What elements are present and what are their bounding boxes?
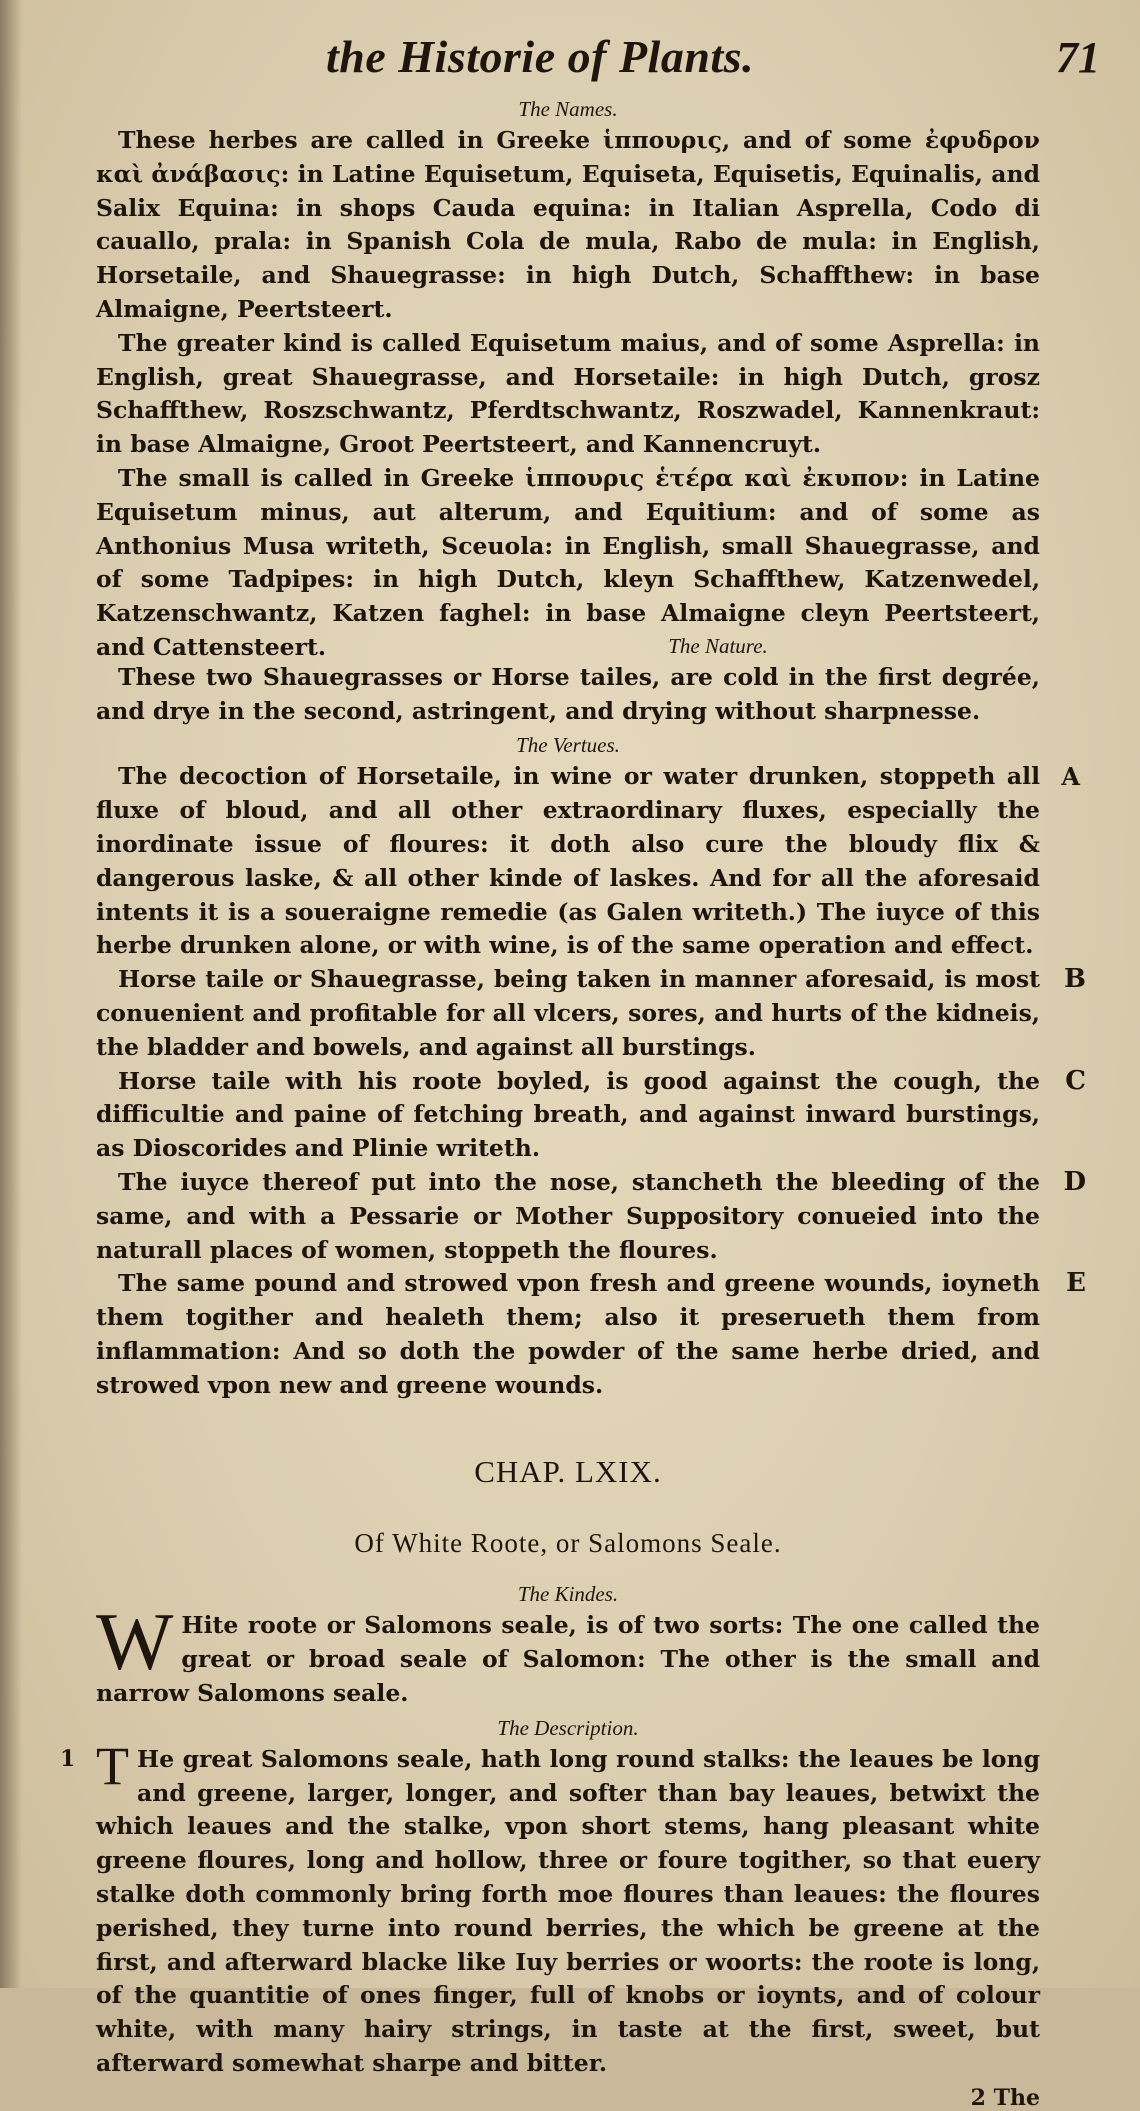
drop-cap-w: W — [96, 1596, 174, 1688]
vertues-paragraph-5-text: The same pound and strowed vpon fresh and greene wounds, ioyneth them togither and healeth them; also it preserueth them from inflammation: And so doth the powder of the same herbe dried, and strowed vpon new and greene wounds. — [96, 1269, 1040, 1399]
vertues-paragraph-2 — [96, 963, 1086, 1064]
margin-letter-a: A — [1061, 762, 1080, 792]
names-paragraph-2: The greater kind is called Equisetum maius, and of some Asprella: in English, great Shauegrasse, and Horsetaile: in high Dutch, grosz Schaffthew, Roszschwantz, Pferdtschwantz, Roszwadel, Kannenkraut: in base Almaigne, Groot Peertsteert, and Kannencruyt. — [96, 328, 1040, 459]
vertues-paragraph-4 — [96, 1166, 1086, 1267]
page-header — [96, 30, 1100, 92]
drop-cap-t: T — [96, 1735, 129, 1796]
margin-letter-c: C — [1065, 1065, 1086, 1096]
catchword: 2 The — [970, 2084, 1040, 2111]
section-heading-names: The Names. — [518, 97, 618, 121]
vertues-paragraph-4-text: The iuyce thereof put into the nose, stancheth the bleeding of the same, and with a Pessarie or Mother Suppository conueied into the naturall places of women, stoppeth the floures. — [96, 1167, 1040, 1264]
section-heading-description: The Description. — [497, 1715, 639, 1740]
section-heading-nature: The Nature. — [668, 633, 768, 658]
vertues-paragraph-3-text: Horse taile with his roote boyled, is good against the cough, the difficultie and paine of fetching breath, and against inward burstings, as Dioscorides and Plinie writeth. — [96, 1066, 1040, 1163]
vertues-paragraph-5 — [96, 1267, 1086, 1402]
section-heading-kindes: The Kindes. — [517, 1582, 619, 1607]
chapter-number: CHAP. LXIX. — [474, 1454, 662, 1490]
section-heading-vertues: The Vertues. — [516, 733, 620, 758]
kindes-paragraph-text: Hite roote or Salomons seale, is of two sorts: The one called the great or broad seale of Salomon: The other is the small and narrow Salomons seale. — [96, 1611, 1040, 1708]
vertues-paragraph-1-text: The decoction of Horsetaile, in wine or water drunken, stoppeth all fluxe of bloud, and all other extraordinary fluxes, especially the inordinate issue of floures: it doth also cure the bloudy flix & dangerous laske, & all other kinde of laskes. And for all the aforesaid intents it is a soueraigne remedie (as Galen writeth.) The iuyce of this herbe drunken alone, or with wine, is of the same operation and effect. — [96, 762, 1040, 960]
names-paragraph-3: The small is called in Greeke ἱππουρις ἑτέρα καὶ ἐκυπον: in Latine Equisetum minus, aut alterum, and Equitium: and of some as Anthonius Musa writeth, Sceuola: in English, small Shauegrasse, and of some Tadpipes: in high Dutch, kleyn Schaffthew, Katzenwedel, Katzenschwantz, Katzen faghel: in base Almaigne cleyn Peertsteert, and Cattensteert. — [96, 463, 1040, 661]
margin-letter-d: D — [1063, 1166, 1086, 1197]
names-paragraph-1: These herbes are called in Greeke ἱππουρις, and of some ἐφυδρον καὶ ἀνάβασις: in Latine Equisetum, Equiseta, Equisetis, Equinalis, and Salix Equina: in shops Cauda equina: in Italian Asprella, Codo di cauallo, prala: in Spanish Cola de mula, Rabo de mula: in English, Horsetaile, and Shauegrasse: in high Dutch, Schaffthew: in base Almaigne, Peertsteert. — [96, 126, 1040, 323]
kindes-paragraph — [96, 1596, 1040, 1710]
item-number: 1 — [60, 1745, 76, 1772]
margin-letter-e: E — [1066, 1268, 1086, 1299]
nature-paragraph: These two Shauegrasses or Horse tailes, are cold in the first degrée, and drye in the second, astringent, and drying without sharpnesse. — [96, 662, 1040, 725]
vertues-paragraph-3 — [96, 1065, 1086, 1166]
chapter-title: Of White Roote, or Salomons Seale. — [354, 1528, 782, 1559]
page-number: 71 — [1056, 33, 1100, 82]
vertues-paragraph-1 — [96, 760, 1080, 963]
description-paragraph — [60, 1735, 1040, 2081]
margin-letter-b: B — [1064, 964, 1086, 995]
description-paragraph-text: He great Salomons seale, hath long round stalks: the leaues be long and greene, larger, longer, and softer than bay leaues, betwixt the which leaues and the stalke, vpon short stems, hang pleasant white greene floures, long and hollow, three or foure togither, so that euery stalke doth commonly bring forth moe floures than leaues: the floures perished, they turne into round berries, the which be greene at the first, and afterward blacke like Iuy berries or woorts: the roote is long, of the quantitie of ones finger, full of knobs or ioynts, and of colour white, with many hairy strings, in taste at the first, sweet, but afterward somewhat sharpe and bitter. — [96, 1744, 1040, 2078]
vertues-paragraph-2-text: Horse taile or Shauegrasse, being taken in manner aforesaid, is most conuenient and profitable for all vlcers, sores, and hurts of the kidneis, the bladder and bowels, and against all burstings. — [96, 965, 1040, 1061]
running-title: the Historie of Plants. — [326, 31, 755, 82]
